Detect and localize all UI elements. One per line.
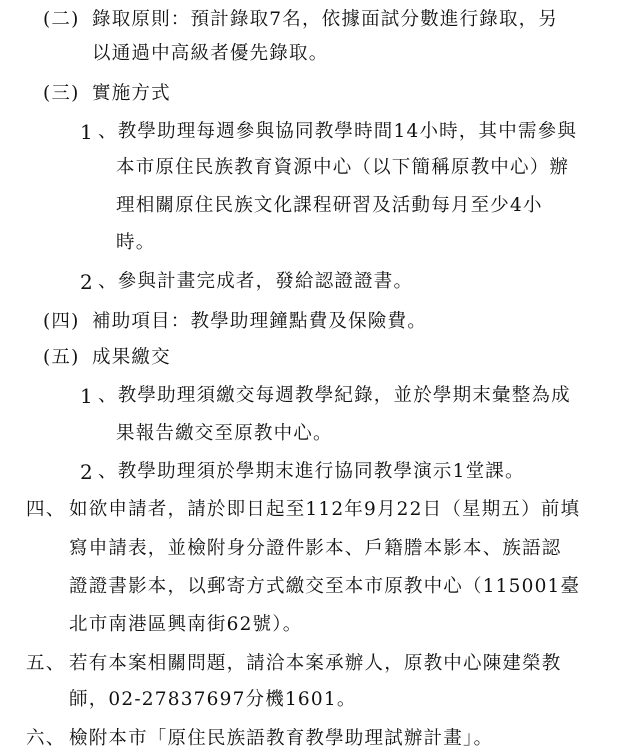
section-3-item-1-line-1: 、教學助理每週參與協同教學時間14小時，其中需參與: [98, 121, 578, 142]
paragraph-4-line-4: 北市南港區興南街62號）。: [69, 614, 303, 635]
section-3-title: 實施方式: [92, 83, 171, 104]
section-3-item-1-line-2: 本市原住民族教育資源中心（以下簡稱原教中心）辦: [116, 157, 570, 178]
section-3-label: (三): [43, 83, 80, 104]
section-2-label: (二): [43, 9, 80, 30]
paragraph-4-line-2: 寫申請表，並檢附身分證件影本、戶籍謄本影本、族語認: [69, 538, 562, 559]
section-5-item-1-line-1: 、教學助理須繳交每週教學紀錄，並於學期末彙整為成: [98, 385, 571, 406]
section-3-item-2-number: 2: [80, 270, 93, 294]
paragraph-4-line-3: 證證書影本，以郵寄方式繳交至本市原教中心（115001臺: [69, 576, 581, 597]
paragraph-5-line-1: 若有本案相關問題，請洽本案承辦人，原教中心陳建榮教: [69, 653, 562, 674]
section-3-item-2-line-1: 、參與計畫完成者，發給認證證書。: [98, 271, 414, 292]
paragraph-5-line-2: 師，02-27837697分機1601。: [69, 689, 357, 710]
paragraph-4-label: 四、: [26, 499, 66, 520]
section-3-item-1-line-4: 時。: [116, 232, 156, 253]
paragraph-6-label: 六、: [26, 728, 66, 749]
paragraph-6-line-1: 檢附本市「原住民族語教育教學助理試辦計畫」。: [69, 728, 494, 749]
section-5-label: (五): [43, 347, 80, 368]
section-5-title: 成果繳交: [92, 347, 171, 368]
section-2-line-2: 以通過中高級者優先錄取。: [92, 43, 329, 64]
section-3-item-1-line-3: 理相關原住民族文化課程研習及活動每月至少4小: [116, 195, 543, 216]
section-2-line-1: 錄取原則：預計錄取7名，依據面試分數進行錄取，另: [92, 9, 559, 30]
section-4-line-1: 補助項目：教學助理鐘點費及保險費。: [92, 311, 427, 332]
section-5-item-1-line-2: 果報告繳交至原教中心。: [116, 423, 333, 444]
section-3-item-1-number: 1: [80, 120, 93, 144]
section-5-item-1-number: 1: [80, 384, 93, 408]
section-4-label: (四): [43, 311, 80, 332]
paragraph-4-line-1: 如欲申請者，請於即日起至112年9月22日（星期五）前填: [69, 499, 581, 520]
paragraph-5-label: 五、: [26, 653, 66, 674]
section-5-item-2-line-1: 、教學助理須於學期末進行協同教學演示1堂課。: [98, 461, 525, 482]
section-5-item-2-number: 2: [80, 460, 93, 484]
